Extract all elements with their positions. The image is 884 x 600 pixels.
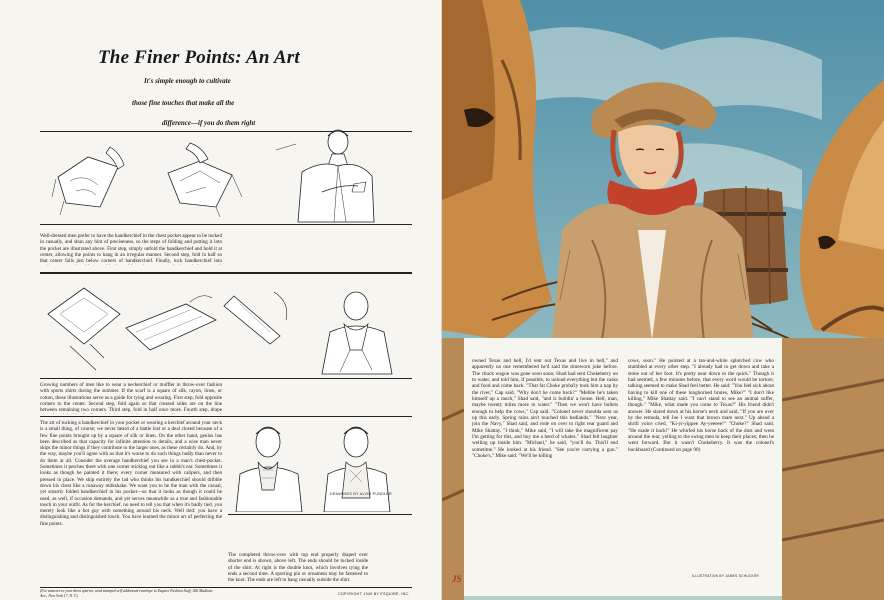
kerchief-caption: The completed throw-over with top end properly draped over shorter end is shown, above left. The ends should be tucked inside of the shirt. At right is the double knot, which involves tying the ends a second time. A sporting pin or ornament may be fastened to the knot. The ends are left to hang casually outside the shirt. [228,552,368,584]
right-page [442,0,884,600]
dek-line-3: difference—if you do them right [162,119,256,127]
footer-rule [40,587,412,588]
dek-line-2: those fine touches that make all the [132,99,235,107]
illustration-credit: ILLUSTRATION BY JAMES SCHUCKER [692,574,759,578]
man-tucking-handkerchief-illustration [262,122,382,226]
reader-service-footnote: (For answers to your dress queries, send stamped self-addressed envelope to Esquire Fashion Staff, 366 Madison Ave., New York 17, N. Y.) [40,589,213,598]
intro-essay: The art of tucking a handkerchief in your pocket or wearing a kerchief around your neck is a small thing, of course; we never heard of a battle lost or a deal closed because of a few fine points brought up by a square of silk or linen. On the other hand, genius has been described as that capacity for infinite attention to details, and a wise man never skips the minor things if they contribute to the larger ones, as these certainly do. And, by the way, maybe you'll agree with us that it's worse to do such things badly than never to do them at all. Consider the average handkerchief you see in a man's chest-pocket. Sometimes it perches there with one corner sticking out like a rabbit's ear. Sometimes it looks as though he painted it there; every corner measured with calipers, and then pressed in place. We skip entirely the lad who thinks his handkerchief should dribble down his chest like a runaway milkshake. We want you to be the man with the casual, yet smartly folded handkerchief in his pocket—so that it looks as though it could be used, as well, if occasion demands, and yet serves meanwhile as a true and fashionable touch in your outfit. As for the kerchief, no need to tell you that when it's badly tied, you merely look like a hot guy with something around his neck. Well tied: you have a distinguishing and distinguished touch. You have learned the minor art of perfecting the fine points. [40,420,222,527]
story-column-1: owned Texas and hell, I'd rent out Texas and live in hell," and apparently no one remembered he'd said the timeworn joke before. The chuck wagon was gone soon soon; Shad had sent Chokeberry on to water, and told him, if possible, to unload everything but the casks and food and come back. "That fat Choke proba'ly took him a nap by the river," Cap said. "Why don't he come back?" "Mebbe he's taken himself up a ranch," Shad said, "and is buildin' a house. Hell, man, maybe twenty miles more to water." "Then we won't have bullets enough to help the cows," Cap said. "Colonel never shoulda sent us up this early. Spring rains ain't touched this badlands." "Next year, join the Navy," Shad said, and rode on over to right rear guard and Mike Shattay. "I think," Mike said, "I will take the magnificent pay I'm getting for this, and buy me a herd of whales." Shad felt laughter welling up inside him. "Michael," he said, "you'll do. This'll end sometime." He looked at his friend. "See you're carrying a gun." "Choke's," Mike said. "We'll be killing [472,358,618,460]
section-divider [40,272,412,274]
handkerchief-step2-illustration [150,137,248,221]
handkerchief-instructions-col1: Well-dressed men prefer to have the handkerchief in the chest pocket appear to be tucked in casually, and shun any hint of preciseness, so the steps of folding and putting it into the pocket are illustrated above. First step, simply unfold the handkerchief and hold it at center, allowing the points to hang in an irregular manner. Second step, fold in half so that center falls just below corners of handkerchief. Finally, tuck handkerchief into [40,233,222,265]
article-title: The Finer Points: An Art [98,47,300,68]
kerchief-wearers-illustration [228,420,412,512]
story-text-panel [464,338,782,596]
dek-line-1: It's simple enough to cultivate [144,77,231,85]
section-divider [40,416,412,417]
section-divider [40,378,412,379]
story-column-2: cows, soon." He pointed at a tan-and-white splotched cow who stumbled at every other step. "I already had to get down and take a stone out of her foot. It's pretty near down to the quick." Though it had seemed, a few minutes before, that every word would be torture, talking seemed to make Shad feel better. He said: "You feel sick about having to kill one of these longhorned brutes, Mike?" "I don't like killing," Mike Shattay said. "I can't stand to see an animal suffer, though." "Mike, what made you come to Texas?" His friend didn't answer. He stared down at his horse's neck and said, "If you are over by the remuda, tell Joe I want that brown mare next." Up ahead a shrill voice cried, "Ki-yi-yippee Ay-yeeeee!" "Choke?" Shad said. "He made it back!" He whirled his horse back of the dust and went around the rear, yelling to the swing men to keep their places; then he went forward. But it wasn't Chokeberry. It was the colonel's buckboard (Continued on page 90) [628,358,774,453]
section-divider [40,224,412,225]
section-divider [228,514,412,515]
artist-signature: JS [452,574,462,584]
handkerchief-instructions-col2 [230,233,412,265]
neckerchief-steps-illustration [40,284,412,376]
neckerchief-instructions-col1: Growing numbers of men like to wear a neckerchief or muffler in throw-over fashion with sports shirts during the summer. If the scarf is a square of silk, rayon, linen, or cotton, these illustrations serve as a guide for tying and wearing. First step, fold opposite corners to the center. Second step, fold again so that creased sides are on the line between remaining two corners. Third step, fold in half once more. Fourth step, drape [40,382,222,414]
drawings-credit: DRAWINGS BY ALVIN PUNDLER [330,492,392,496]
handkerchief-step1-illustration [48,137,138,221]
copyright-notice: COPYRIGHT 1949 BY ESQUIRE, INC. [338,592,410,596]
